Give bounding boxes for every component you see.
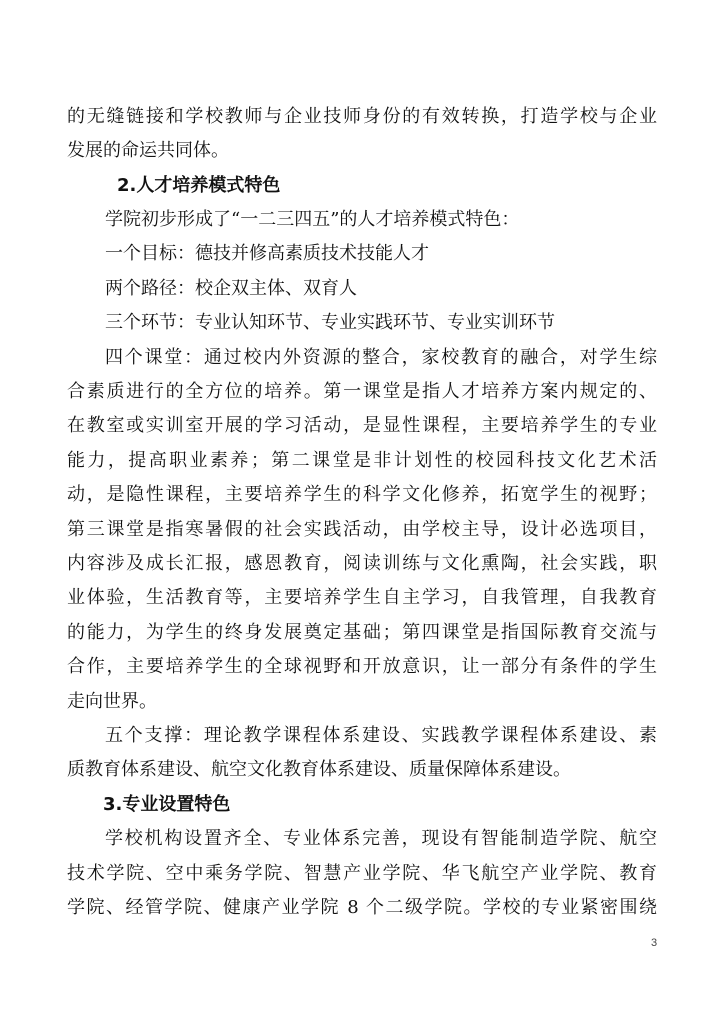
page-number: 3 xyxy=(651,937,658,949)
text-line: 质教育体系建设、航空文化教育体系建设、质量保障体系建设。 xyxy=(67,759,571,780)
text-line: 四个课堂：通过校内外资源的整合，家校教育的融合，对学生综 xyxy=(105,347,657,368)
section-heading: 2.人才培养模式特色 xyxy=(117,175,281,196)
text-line: 合素质进行的全方位的培养。第一课堂是指人才培养方案内规定的、 xyxy=(67,381,657,402)
text-line: 业体验，生活教育等，主要培养学生自主学习，自我管理，自我教育 xyxy=(67,587,657,608)
text-line: 第三课堂是指寒暑假的社会实践活动，由学校主导，设计必选项目， xyxy=(67,519,657,540)
text-line: 学院初步形成了“一二三四五”的人才培养模式特色： xyxy=(105,209,520,230)
text-line: 技术学院、空中乘务学院、智慧产业学院、华飞航空产业学院、教育 xyxy=(67,863,657,884)
text-line: 的能力，为学生的终身发展奠定基础；第四课堂是指国际教育交流与 xyxy=(67,622,657,643)
text-line: 三个环节：专业认知环节、专业实践环节、专业实训环节 xyxy=(105,312,555,333)
text-line: 在教室或实训室开展的学习活动，是显性课程，主要培养学生的专业 xyxy=(67,415,657,436)
text-line: 内容涉及成长汇报，感恩教育，阅读训练与文化熏陶，社会实践，职 xyxy=(67,553,657,574)
text-line: 发展的命运共同体。 xyxy=(67,140,229,161)
text-line: 学院、经管学院、健康产业学院 8 个二级学院。学校的专业紧密围绕 xyxy=(67,897,657,918)
text-line: 动，是隐性课程，主要培养学生的科学文化修养，拓宽学生的视野； xyxy=(67,484,657,505)
text-line: 五个支撑：理论教学课程体系建设、实践教学课程体系建设、素 xyxy=(105,725,657,746)
text-line: 合作，主要培养学生的全球视野和开放意识，让一部分有条件的学生 xyxy=(67,656,657,677)
section-heading: 3.专业设置特色 xyxy=(103,794,231,815)
text-line: 一个目标：德技并修高素质技术技能人才 xyxy=(105,243,429,264)
text-line: 学校机构设置齐全、专业体系完善，现设有智能制造学院、航空 xyxy=(105,828,657,849)
text-line: 能力，提高职业素养；第二课堂是非计划性的校园科技文化艺术活 xyxy=(67,450,657,471)
text-line: 的无缝链接和学校教师与企业技师身份的有效转换，打造学校与企业 xyxy=(67,106,657,127)
text-line: 走向世界。 xyxy=(67,691,157,712)
text-line: 两个路径：校企双主体、双育人 xyxy=(105,278,357,299)
